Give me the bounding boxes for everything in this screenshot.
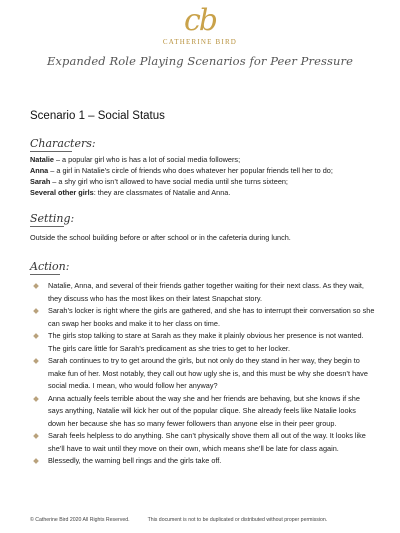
diamond-bullet-icon: [33, 396, 39, 402]
document-title: Expanded Role Playing Scenarios for Peer Pressure: [46, 54, 354, 68]
list-item: [30, 393, 375, 431]
list-item: [30, 305, 375, 330]
diamond-bullet-icon: [33, 433, 39, 439]
action-list: [30, 280, 375, 468]
character-line: [30, 177, 372, 186]
list-item: [30, 455, 375, 468]
character-desc: : they are classmates of Natalie and Anna.: [93, 188, 231, 197]
diamond-bullet-icon: [33, 333, 39, 339]
action-text: Sarah’s locker is right where the girls are gathered, and she has to interrupt their conversation so she can swap her books and make it to her class on time.: [48, 306, 375, 328]
action-text: Natalie, Anna, and several of their friends gather together waiting for their next class. As they wait, they discuss who has the most likes on their latest Snapchat story.: [48, 281, 364, 303]
character-line: [30, 188, 372, 197]
character-desc: – a girl in Natalie’s circle of friends who does whatever her popular friends tell her to do;: [48, 166, 333, 175]
character-desc: – a popular girl who is has a lot of social media followers;: [53, 155, 241, 164]
logo-monogram: cb: [183, 3, 216, 38]
action-text: Sarah feels helpless to do anything. She can’t physically shove them all out of the way. It looks like she’ll have to wait until they move on their own, which means she’ll be late for class again.: [48, 431, 366, 453]
action-text: The girls stop talking to stare at Sarah as they make it plainly obvious her presence is not wanted. The girls care little for Sarah’s predicament as she tries to get to her locker.: [48, 331, 364, 353]
scenario-title: Scenario 1 – Social Status: [30, 110, 165, 122]
diamond-bullet-icon: [33, 458, 39, 464]
diamond-bullet-icon: [33, 308, 39, 314]
character-line: [30, 166, 372, 175]
characters-heading: [30, 137, 96, 152]
character-name: Natalie: [30, 155, 54, 164]
setting-heading-underline: [30, 226, 64, 227]
action-text: Anna actually feels terrible about the way she and her friends are behaving, but she knows if she says anything, Natalie will kick her out of the popular clique. She already feels like Natalie looks down her because she has so many fewer followers than anyone else in their peer group.: [48, 393, 360, 428]
character-name: Anna: [30, 166, 49, 175]
action-text: Blessedly, the warning bell rings and the girls take off.: [48, 456, 222, 465]
footer-notice: This document is not to be duplicated or distributed without proper permission.: [147, 517, 328, 523]
action-heading-underline: [30, 274, 60, 275]
setting-text: Outside the school building before or after school or in the cafeteria during lunch.: [30, 233, 291, 242]
logo-name: CATHERINE BIRD: [162, 38, 238, 46]
characters-heading-underline: [30, 151, 72, 152]
list-item: [30, 355, 375, 393]
action-text: Sarah continues to try to get around the girls, but not only do they stand in her way, they begin to make fun of her. Most notably, they call out how ugly she is, and this must be why she doesn’t have social media. I mean, who would follow her anyway?: [48, 356, 368, 390]
list-item: [30, 280, 375, 305]
setting-heading-text: Setting:: [30, 212, 75, 225]
brand-logo: [0, 3, 400, 46]
footer-copyright: © Catherine Bird 2020 All Rights Reserved.: [30, 517, 130, 523]
list-item: [30, 330, 375, 355]
setting-heading: [30, 212, 74, 227]
list-item: [30, 430, 375, 455]
action-heading-text: Action:: [30, 260, 70, 273]
action-heading: [30, 260, 69, 275]
character-name: Sarah: [30, 177, 51, 186]
character-desc: – a shy girl who isn’t allowed to have social media until she turns sixteen;: [50, 177, 288, 186]
diamond-bullet-icon: [33, 358, 39, 364]
character-name: Several other girls: [30, 188, 94, 197]
characters-heading-text: Characters:: [30, 137, 96, 150]
diamond-bullet-icon: [33, 283, 39, 289]
page-footer: [30, 517, 327, 523]
character-line: [30, 155, 372, 164]
